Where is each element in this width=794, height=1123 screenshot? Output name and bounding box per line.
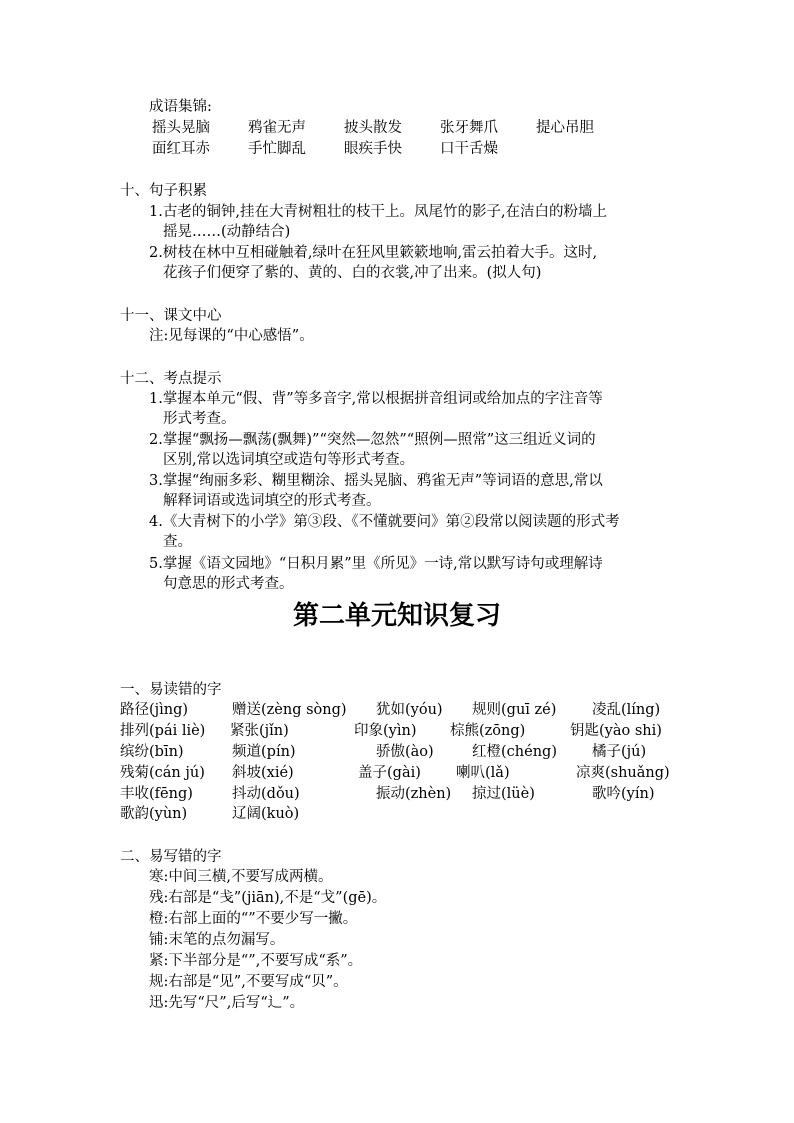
misread-item: 盖子(gài)	[358, 765, 421, 781]
tip-5-line-1: 5.掌握《语文园地》“日积月累”里《所见》一诗,常以默写诗句或理解诗	[149, 556, 603, 572]
tip-3-line-2: 解释词语或选词填空的形式考查。	[163, 493, 381, 509]
misread-item: 缤纷(bīn)	[120, 744, 184, 760]
misread-item: 钥匙(yào shi)	[570, 723, 662, 739]
tip-4-line-2: 查。	[163, 534, 192, 550]
miswrite-item: 迅:先写“尺”,后写“辶”。	[149, 995, 305, 1011]
misread-item: 喇叭(lǎ)	[456, 765, 510, 781]
misread-item: 抖动(dǒu)	[232, 786, 300, 802]
misread-item: 橘子(jú)	[592, 744, 647, 760]
miswrite-heading: 二、易写错的字	[120, 849, 222, 865]
idioms-heading: 成语集锦:	[149, 99, 212, 115]
idiom-item: 眼疾手快	[344, 141, 402, 157]
miswrite-item: 紧:下半部分是“”,不要写成“系”。	[149, 953, 363, 969]
misread-item: 丰收(fēng)	[120, 786, 193, 802]
misread-item: 犹如(yóu)	[376, 702, 443, 718]
idiom-item: 张牙舞爪	[440, 120, 498, 136]
idiom-item: 面红耳赤	[152, 141, 210, 157]
miswrite-item: 规:右部是“见”,不要写成“贝”。	[149, 974, 348, 990]
tip-3-line-1: 3.掌握“绚丽多彩、糊里糊涂、摇头晃脑、鸦雀无声”等词语的意思,常以	[149, 473, 603, 489]
unit-title: 第二单元知识复习	[292, 601, 501, 631]
misread-item: 骄傲(ào)	[376, 744, 434, 760]
misread-item: 频道(pín)	[232, 744, 296, 760]
tip-1-line-2: 形式考查。	[163, 411, 236, 427]
misread-item: 印象(yìn)	[354, 723, 417, 739]
miswrite-item: 铺:末笔的点勿漏写。	[149, 932, 285, 948]
center-note: 注:见每课的“中心感悟”。	[149, 328, 314, 344]
misread-item: 歌吟(yín)	[592, 786, 655, 802]
misread-heading: 一、易读错的字	[120, 682, 222, 698]
misread-item: 振动(zhèn)	[376, 786, 452, 802]
tip-1-line-1: 1.掌握本单元“假、背”等多音字,常以根据拼音组词或给加点的字注音等	[149, 391, 603, 407]
misread-item: 规则(guī zé)	[472, 702, 557, 718]
sentences-heading: 十、句子积累	[120, 183, 207, 199]
misread-item: 凌乱(líng)	[592, 702, 661, 718]
misread-item: 掠过(lüè)	[472, 786, 535, 802]
sentence-1-line-1: 1.古老的铜钟,挂在大青树粗壮的枝干上。凤尾竹的影子,在洁白的粉墙上	[149, 204, 608, 220]
misread-item: 棕熊(zōng)	[450, 723, 526, 739]
misread-item: 凉爽(shuǎng)	[576, 765, 670, 781]
misread-item: 辽阔(kuò)	[232, 806, 300, 822]
center-heading: 十一、课文中心	[120, 308, 222, 324]
miswrite-item: 橙:右部上面的“”不要少写一撇。	[149, 911, 358, 927]
sentence-2-line-1: 2.树枝在林中互相碰触着,绿叶在狂风里簌簌地响,雷云拍着大手。这时,	[149, 245, 598, 261]
tips-heading: 十二、考点提示	[120, 371, 222, 387]
sentence-1-line-2: 摇晃……(动静结合)	[163, 224, 291, 240]
misread-item: 紧张(jǐn)	[230, 723, 289, 739]
idiom-item: 手忙脚乱	[248, 141, 306, 157]
tip-2-line-1: 2.掌握“飘扬—飘荡(飘舞)”“突然—忽然”“照例—照常”这三组近义词的	[149, 432, 596, 448]
idiom-item: 摇头晃脑	[152, 120, 210, 136]
misread-item: 斜坡(xié)	[232, 765, 294, 781]
tip-2-line-2: 区别,常以选词填空或造句等形式考查。	[163, 452, 415, 468]
idiom-item: 鸦雀无声	[248, 120, 306, 136]
miswrite-item: 寒:中间三横,不要写成两横。	[149, 869, 333, 885]
misread-item: 红橙(chéng)	[472, 744, 557, 760]
misread-item: 排列(pái liè)	[120, 723, 206, 739]
sentence-2-line-2: 花孩子们便穿了紫的、黄的、白的衣裳,冲了出来。(拟人句)	[163, 265, 542, 281]
idiom-item: 提心吊胆	[536, 120, 594, 136]
misread-item: 路径(jìng)	[120, 702, 189, 718]
misread-item: 歌韵(yùn)	[120, 806, 188, 822]
idiom-item: 口干舌燥	[440, 141, 498, 157]
miswrite-item: 残:右部是“戋”(jiān),不是“戈”(gē)。	[149, 890, 387, 906]
idiom-item: 披头散发	[344, 120, 402, 136]
tip-4-line-1: 4.《大青树下的小学》第③段、《不懂就要问》第②段常以阅读题的形式考	[149, 514, 620, 530]
tip-5-line-2: 句意思的形式考查。	[163, 576, 294, 592]
misread-item: 赠送(zèng sòng)	[232, 702, 347, 718]
misread-item: 残菊(cán jú)	[120, 765, 205, 781]
